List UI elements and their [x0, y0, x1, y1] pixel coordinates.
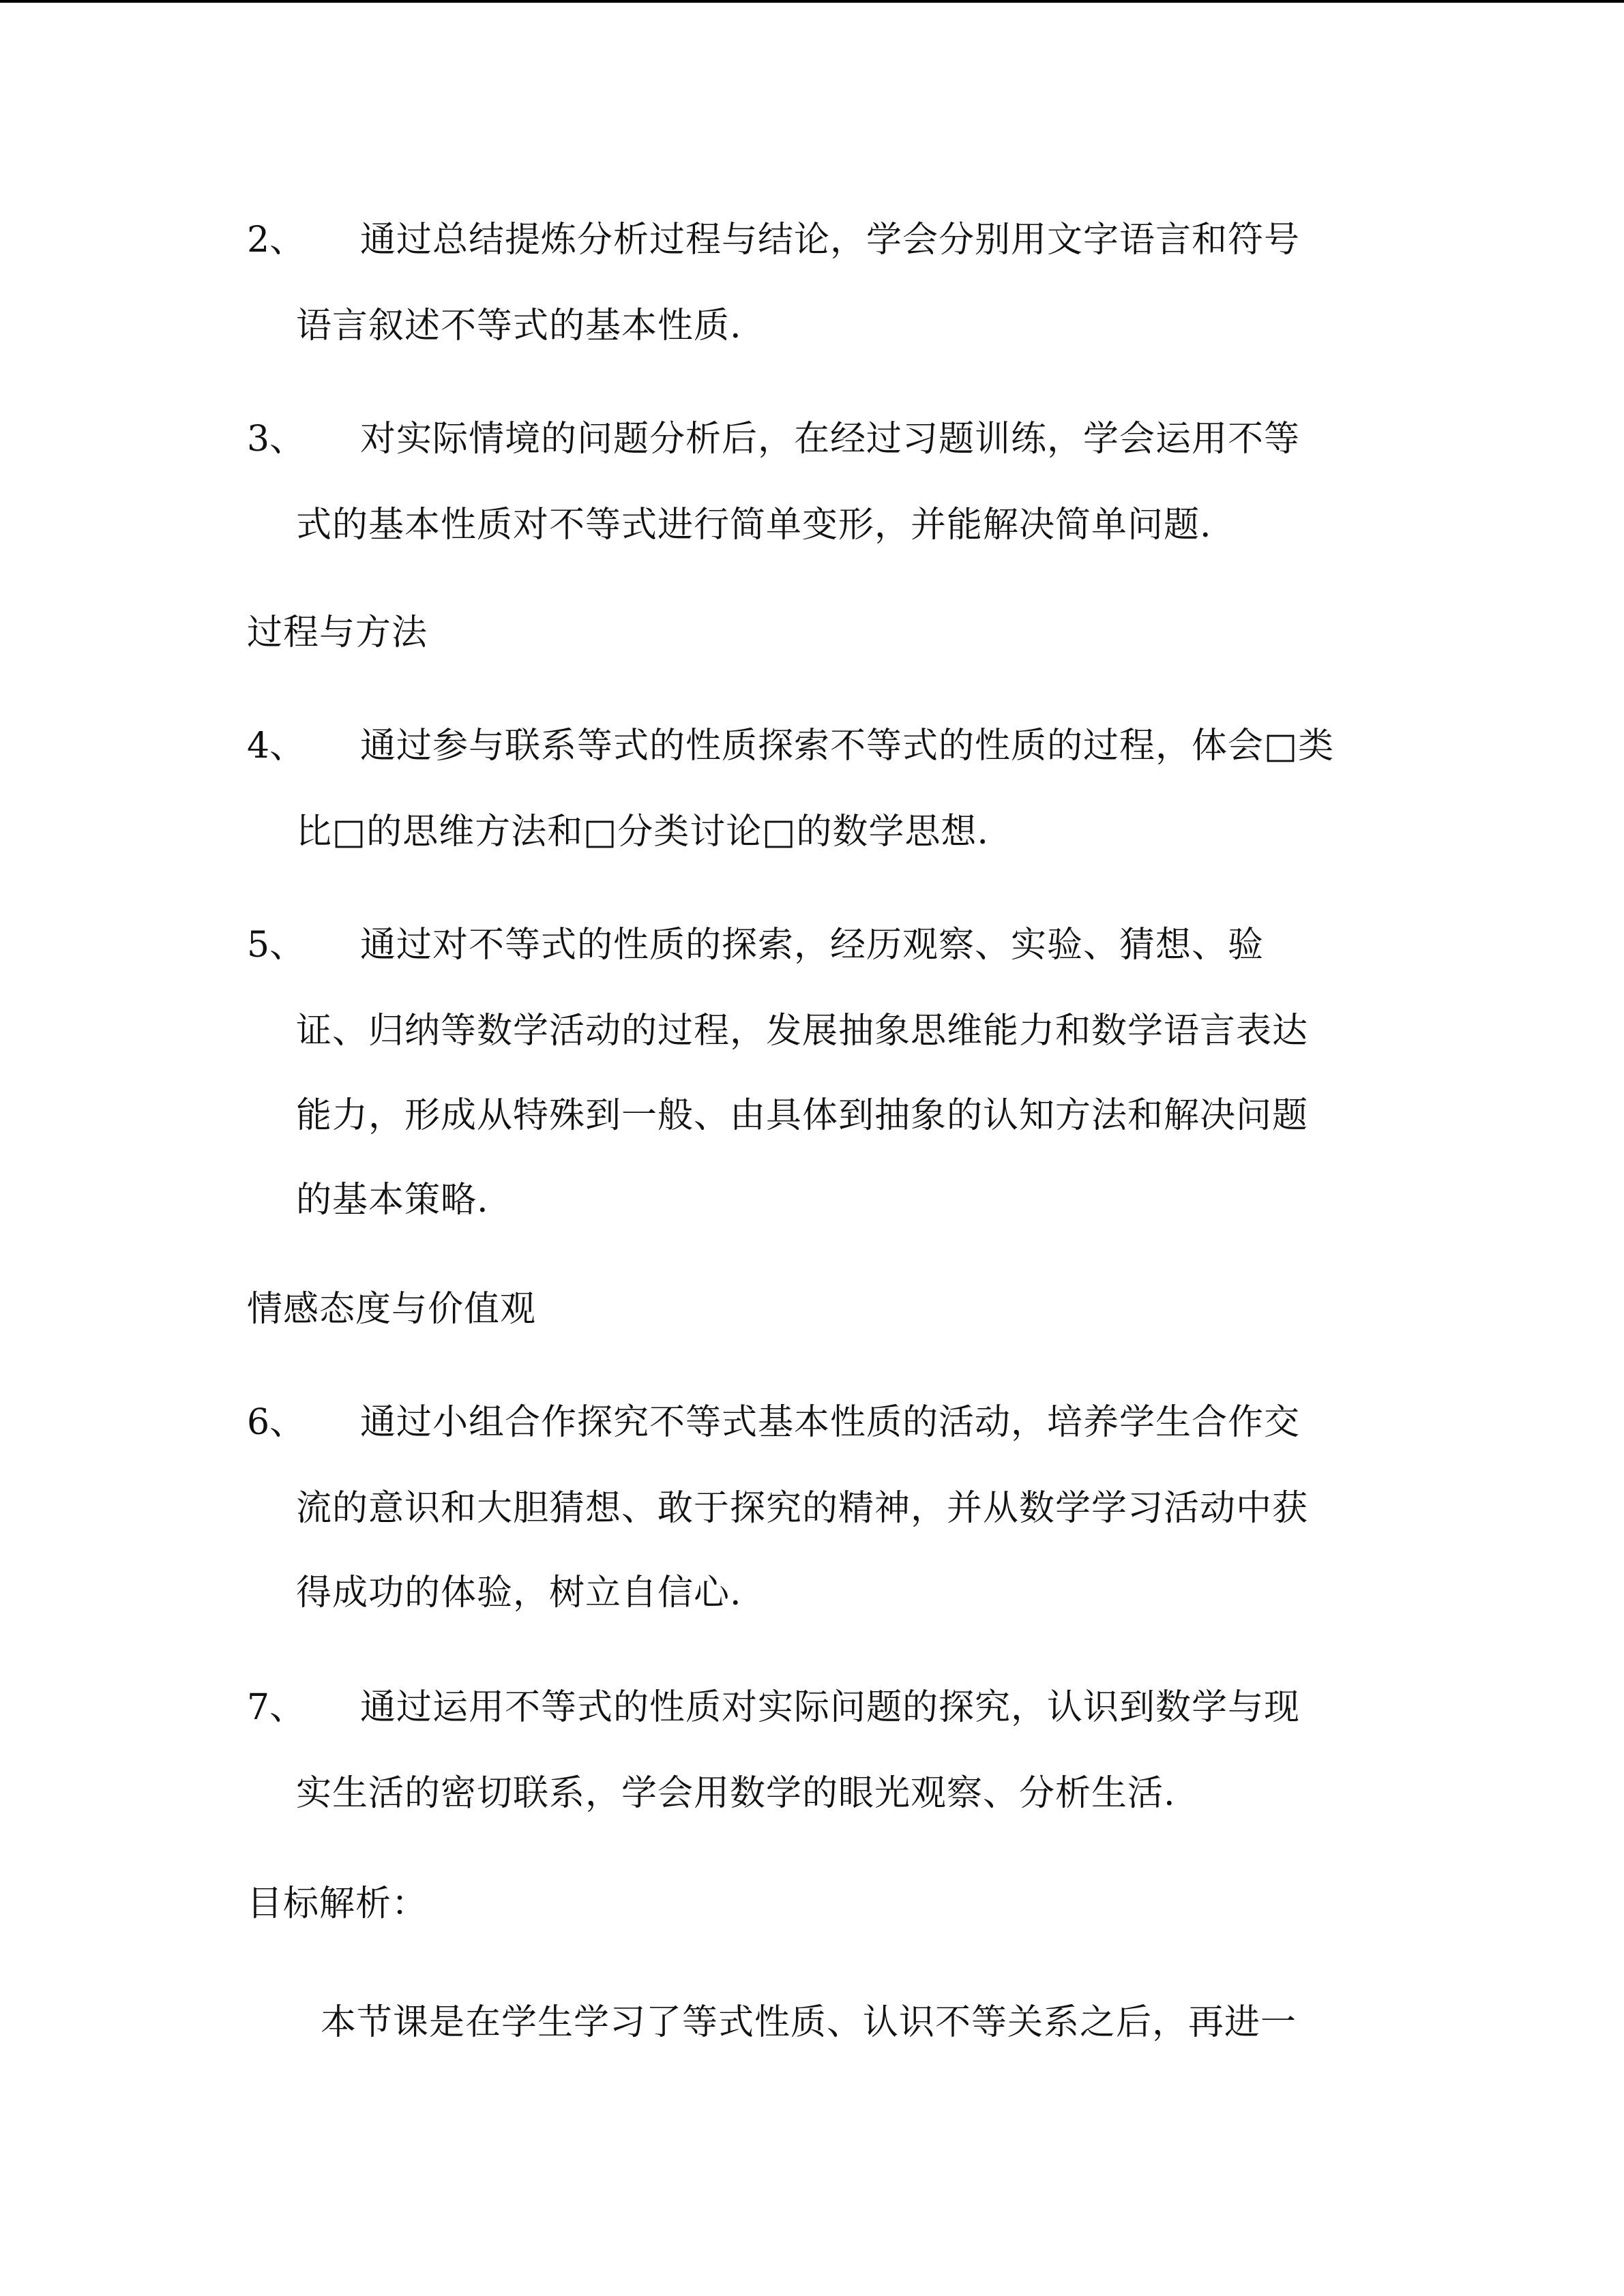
goal-analysis-paragraph: 本节课是在学生学习了等式性质、认识不等关系之后，再进一 [321, 2002, 1297, 2043]
item-5-line-4: 的基本策略. [296, 1180, 489, 1221]
item-6-line-3: 得成功的体验，树立自信心. [296, 1572, 742, 1613]
item-number-5: 5、 [247, 925, 306, 966]
heading-emotion-values: 情感态度与价值观 [247, 1289, 537, 1330]
item-6-line-2: 流的意识和大胆猜想、敢于探究的精神，并从数学学习活动中获 [296, 1488, 1309, 1529]
heading-goal-analysis: 目标解析： [247, 1883, 428, 1924]
item-number-2: 2、 [247, 220, 306, 260]
item-6-line-1: 通过小组合作探究不等式基本性质的活动，培养学生合作交 [360, 1402, 1301, 1443]
item-4-line-2: 比□的思维方法和□分类讨论□的数学思想. [296, 811, 989, 852]
item-7-line-1: 通过运用不等式的性质对实际问题的探究，认识到数学与现 [360, 1687, 1301, 1728]
item-number-6: 6、 [247, 1402, 306, 1443]
item-5-line-3: 能力，形成从特殊到一般、由具体到抽象的认知方法和解决问题 [296, 1095, 1309, 1136]
item-7-line-2: 实生活的密切联系，学会用数学的眼光观察、分析生活. [296, 1773, 1176, 1814]
item-5-line-1: 通过对不等式的性质的探索，经历观察、实验、猜想、验 [360, 925, 1265, 966]
item-2-line-2: 语言叙述不等式的基本性质. [296, 305, 742, 346]
item-2-line-1: 通过总结提炼分析过程与结论，学会分别用文字语言和符号 [360, 220, 1301, 260]
item-5-line-2: 证、归纳等数学活动的过程，发展抽象思维能力和数学语言表达 [296, 1011, 1309, 1052]
heading-process-method: 过程与方法 [247, 612, 428, 653]
item-number-7: 7、 [247, 1687, 306, 1728]
item-3-line-1: 对实际情境的问题分析后，在经过习题训练，学会运用不等 [360, 419, 1301, 460]
item-number-4: 4、 [247, 726, 306, 766]
item-number-3: 3、 [247, 419, 306, 460]
item-4-line-1: 通过参与联系等式的性质探索不等式的性质的过程，体会□类 [360, 726, 1335, 766]
item-3-line-2: 式的基本性质对不等式进行简单变形，并能解决简单问题. [296, 505, 1212, 546]
